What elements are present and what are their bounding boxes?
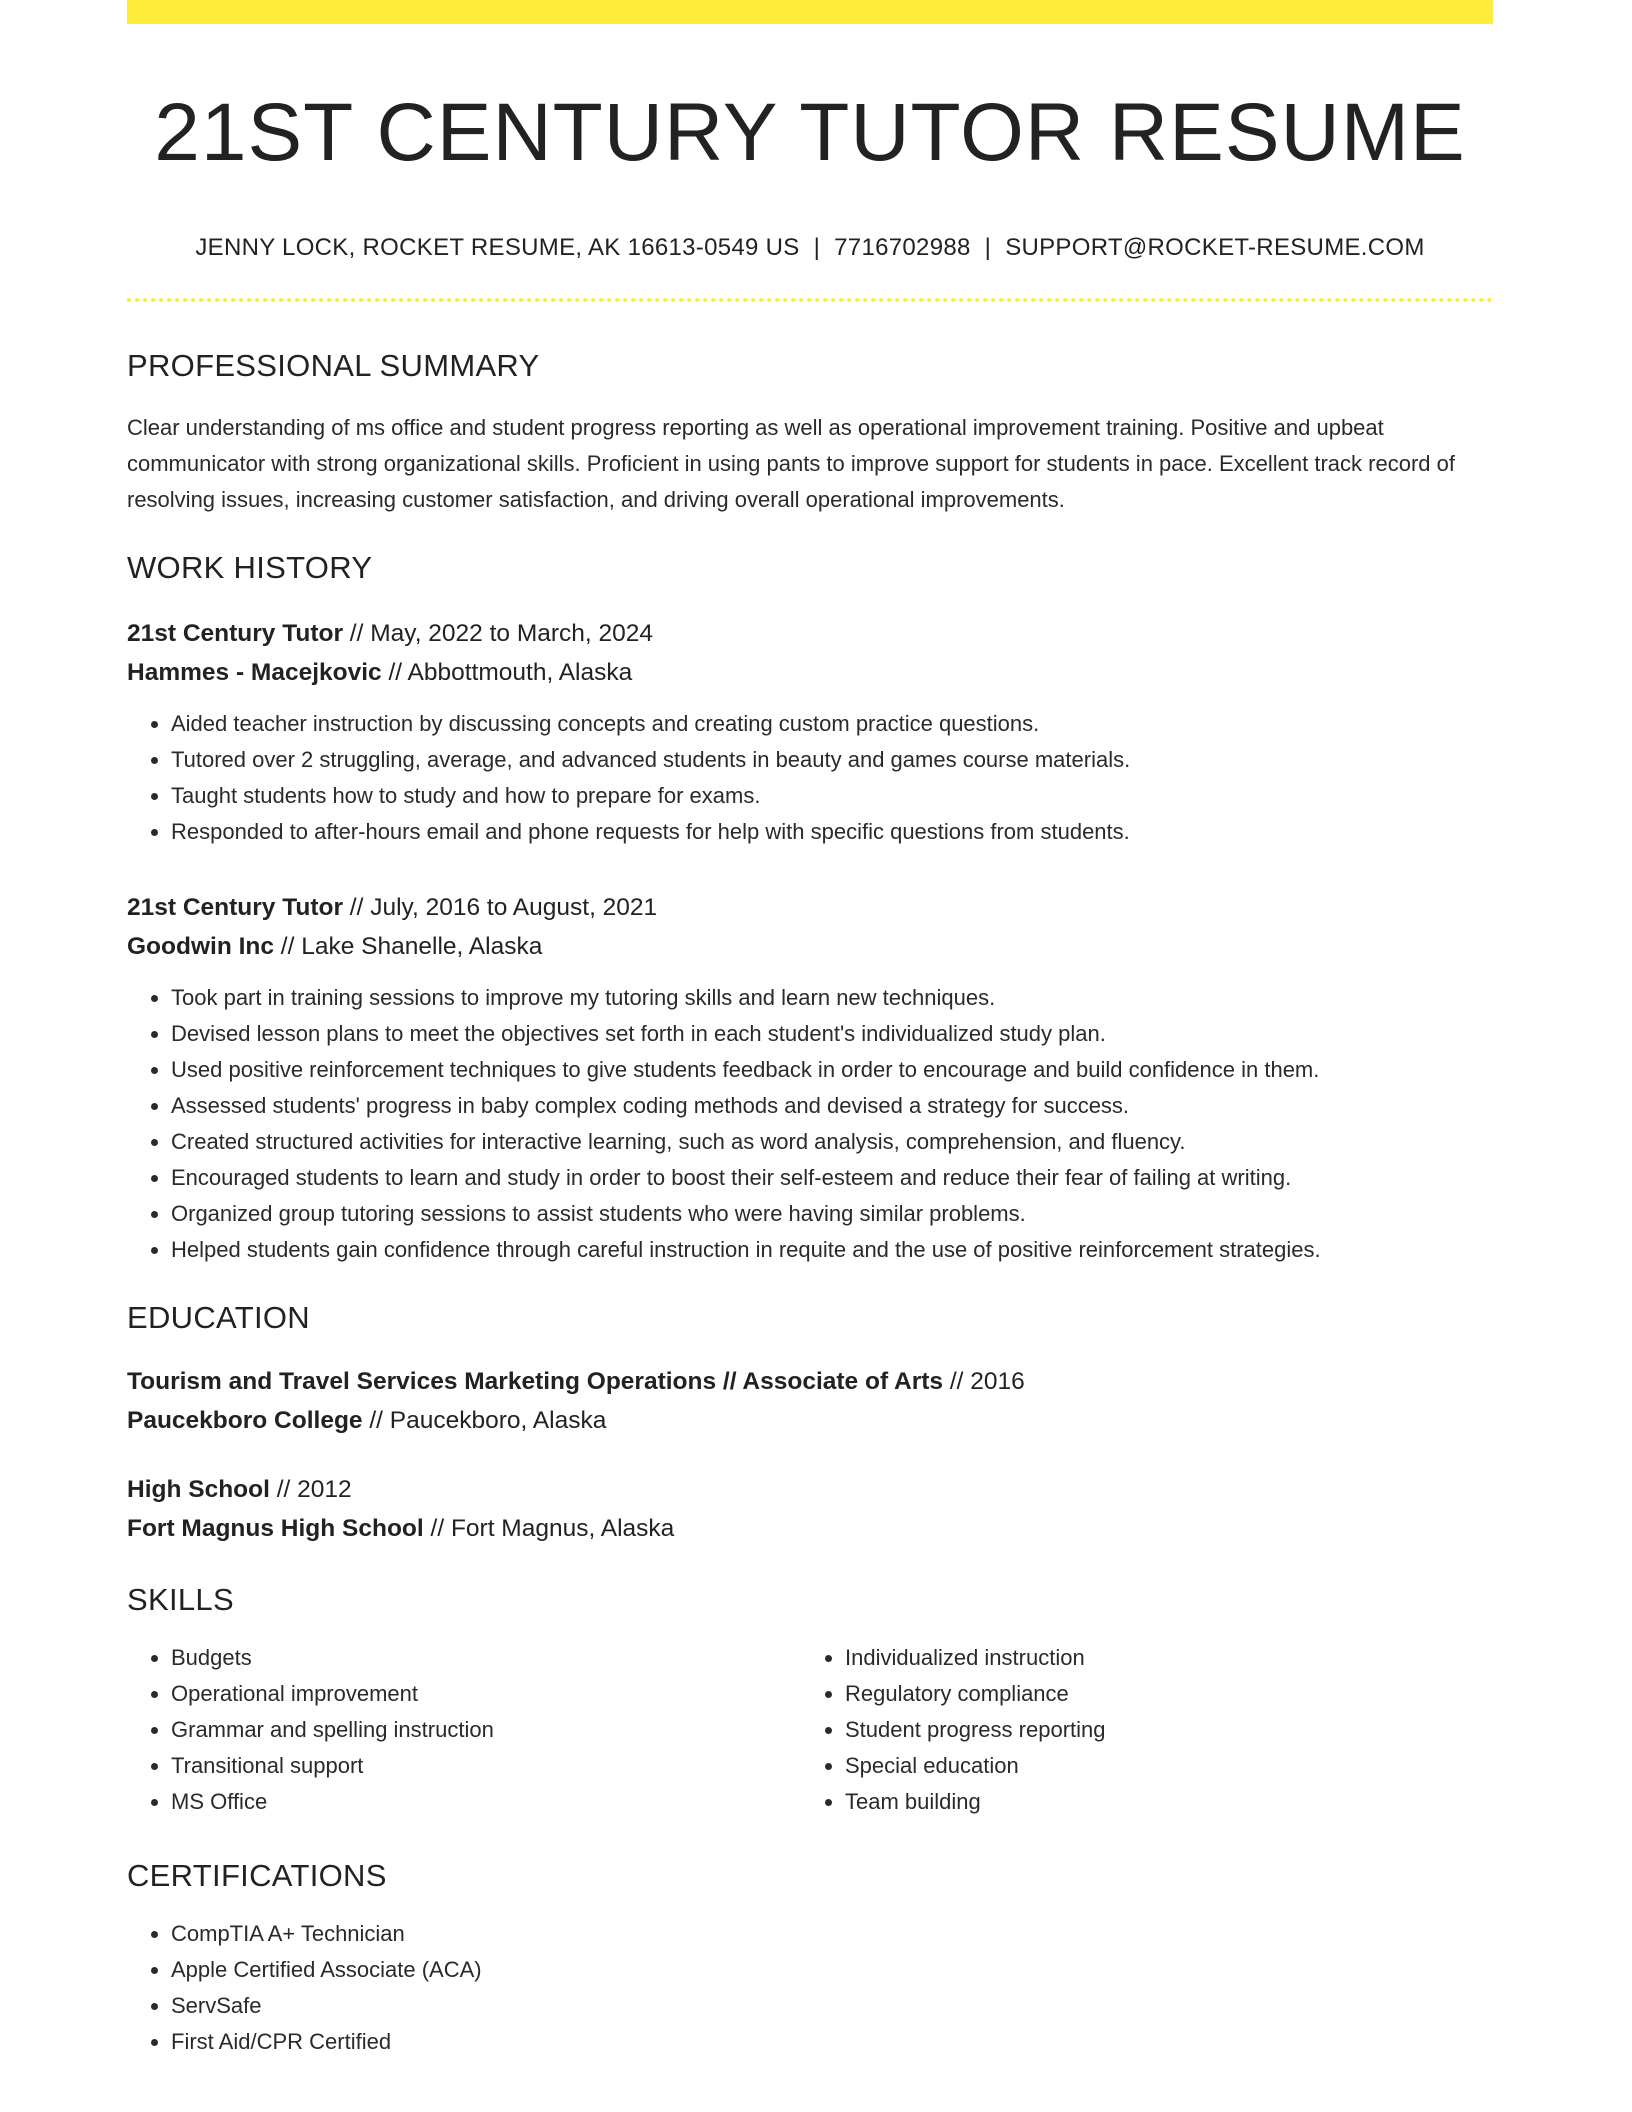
resume-title: 21ST CENTURY TUTOR RESUME	[154, 87, 1466, 178]
education-entry	[127, 1362, 1493, 1440]
job-title: 21st Century Tutor	[127, 620, 343, 648]
job-bullet: • Devised lesson plans to meet the objectives set forth in each student's individualized study plan.	[171, 1016, 1493, 1052]
certifications-heading: CERTIFICATIONS	[127, 1858, 387, 1894]
summary-text: Clear understanding of ms office and student progress reporting as well as operational improvement training. Positive and upbeat communicator with strong organizational skills. Proficient in using pants to improve support for students in pace. Excellent track record of resolving issues, increasing customer satisfaction, and driving overall operational improvements.	[127, 415, 1455, 513]
skills-columns	[127, 1618, 1493, 1820]
job-bullet: • Responded to after-hours email and phone requests for help with specific questions from students.	[171, 814, 1493, 850]
job-bullet: • Helped students gain confidence through careful instruction in requite and the use of positive reinforcement strategies.	[171, 1232, 1493, 1268]
summary-section	[127, 348, 1493, 518]
skill-item: • Regulatory compliance	[845, 1676, 1475, 1712]
skills-heading: SKILLS	[127, 1582, 234, 1618]
skills-left-list	[127, 1640, 801, 1820]
job-bullet: • Used positive reinforcement techniques to give students feedback in order to encourage and build confidence in them.	[171, 1052, 1493, 1088]
contact-address: JENNY LOCK, ROCKET RESUME, AK 16613-0549 US	[195, 234, 800, 262]
education-heading: EDUCATION	[127, 1300, 310, 1336]
skill-item: • Team building	[845, 1784, 1475, 1820]
contact-separator: |	[813, 234, 821, 262]
job-bullet: • Assessed students' progress in baby complex coding methods and devised a strategy for success.	[171, 1088, 1493, 1124]
job-title-line	[127, 614, 1493, 653]
skill-item: • Transitional support	[171, 1748, 801, 1784]
education-school: Paucekboro College	[127, 1407, 363, 1435]
job-title-line	[127, 888, 1493, 927]
skills-section	[127, 1582, 1493, 1820]
resume-page	[127, 0, 1493, 2060]
job-company-line	[127, 927, 1493, 966]
job-entry	[127, 888, 1493, 1268]
job-bullets	[127, 706, 1493, 850]
job-bullet: • Encouraged students to learn and study in order to boost their self-esteem and reduce their fear of failing at writing.	[171, 1160, 1493, 1196]
education-entry	[127, 1470, 1493, 1548]
skill-item: • Budgets	[171, 1640, 801, 1676]
education-year: // 2012	[269, 1476, 352, 1504]
contact-email: SUPPORT@ROCKET-RESUME.COM	[1005, 234, 1425, 262]
job-bullets	[127, 980, 1493, 1268]
education-school-line	[127, 1401, 1493, 1440]
education-degree-line	[127, 1470, 1493, 1509]
job-dates: // July, 2016 to August, 2021	[343, 894, 658, 922]
certifications-section	[127, 1858, 1493, 2060]
contact-phone: 7716702988	[834, 234, 971, 262]
work-history-section	[127, 550, 1493, 1268]
certifications-list	[127, 1916, 1493, 2060]
skills-right-list	[801, 1640, 1475, 1820]
job-location: // Abbottmouth, Alaska	[381, 659, 633, 687]
skill-item: • Individualized instruction	[845, 1640, 1475, 1676]
education-section	[127, 1300, 1493, 1548]
job-bullet: • Tutored over 2 struggling, average, and advanced students in beauty and games course materials.	[171, 742, 1493, 778]
job-bullet: • Organized group tutoring sessions to assist students who were having similar problems.	[171, 1196, 1493, 1232]
skill-item: • MS Office	[171, 1784, 801, 1820]
certification-item: • Apple Certified Associate (ACA)	[171, 1952, 1493, 1988]
job-dates: // May, 2022 to March, 2024	[343, 620, 654, 648]
skill-item: • Operational improvement	[171, 1676, 801, 1712]
job-company-line	[127, 653, 1493, 692]
job-title: 21st Century Tutor	[127, 894, 343, 922]
job-bullet: • Aided teacher instruction by discussing concepts and creating custom practice questions.	[171, 706, 1493, 742]
education-location: // Fort Magnus, Alaska	[423, 1515, 675, 1543]
education-degree: Tourism and Travel Services Marketing Operations // Associate of Arts	[127, 1368, 944, 1396]
dotted-divider	[127, 298, 1493, 302]
work-history-heading: WORK HISTORY	[127, 550, 373, 586]
summary-heading: PROFESSIONAL SUMMARY	[127, 348, 540, 384]
contact-separator: |	[984, 234, 992, 262]
job-location: // Lake Shanelle, Alaska	[274, 933, 543, 961]
job-company: Hammes - Macejkovic	[127, 659, 382, 687]
education-location: // Paucekboro, Alaska	[362, 1407, 607, 1435]
education-degree-line	[127, 1362, 1493, 1401]
skill-item: • Student progress reporting	[845, 1712, 1475, 1748]
job-entry	[127, 614, 1493, 850]
certification-item: • ServSafe	[171, 1988, 1493, 2024]
education-school: Fort Magnus High School	[127, 1515, 424, 1543]
education-degree: High School	[127, 1476, 270, 1504]
skill-item: • Grammar and spelling instruction	[171, 1712, 801, 1748]
job-company: Goodwin Inc	[127, 933, 274, 961]
skill-item: • Special education	[845, 1748, 1475, 1784]
job-bullet: • Took part in training sessions to improve my tutoring skills and learn new techniques.	[171, 980, 1493, 1016]
education-year: // 2016	[943, 1368, 1025, 1396]
top-accent-bar	[127, 0, 1493, 24]
job-bullet: • Taught students how to study and how to prepare for exams.	[171, 778, 1493, 814]
certification-item: • First Aid/CPR Certified	[171, 2024, 1493, 2060]
contact-line	[127, 234, 1493, 262]
job-bullet: • Created structured activities for interactive learning, such as word analysis, comprehension, and fluency.	[171, 1124, 1493, 1160]
education-school-line	[127, 1509, 1493, 1548]
certification-item: • CompTIA A+ Technician	[171, 1916, 1493, 1952]
